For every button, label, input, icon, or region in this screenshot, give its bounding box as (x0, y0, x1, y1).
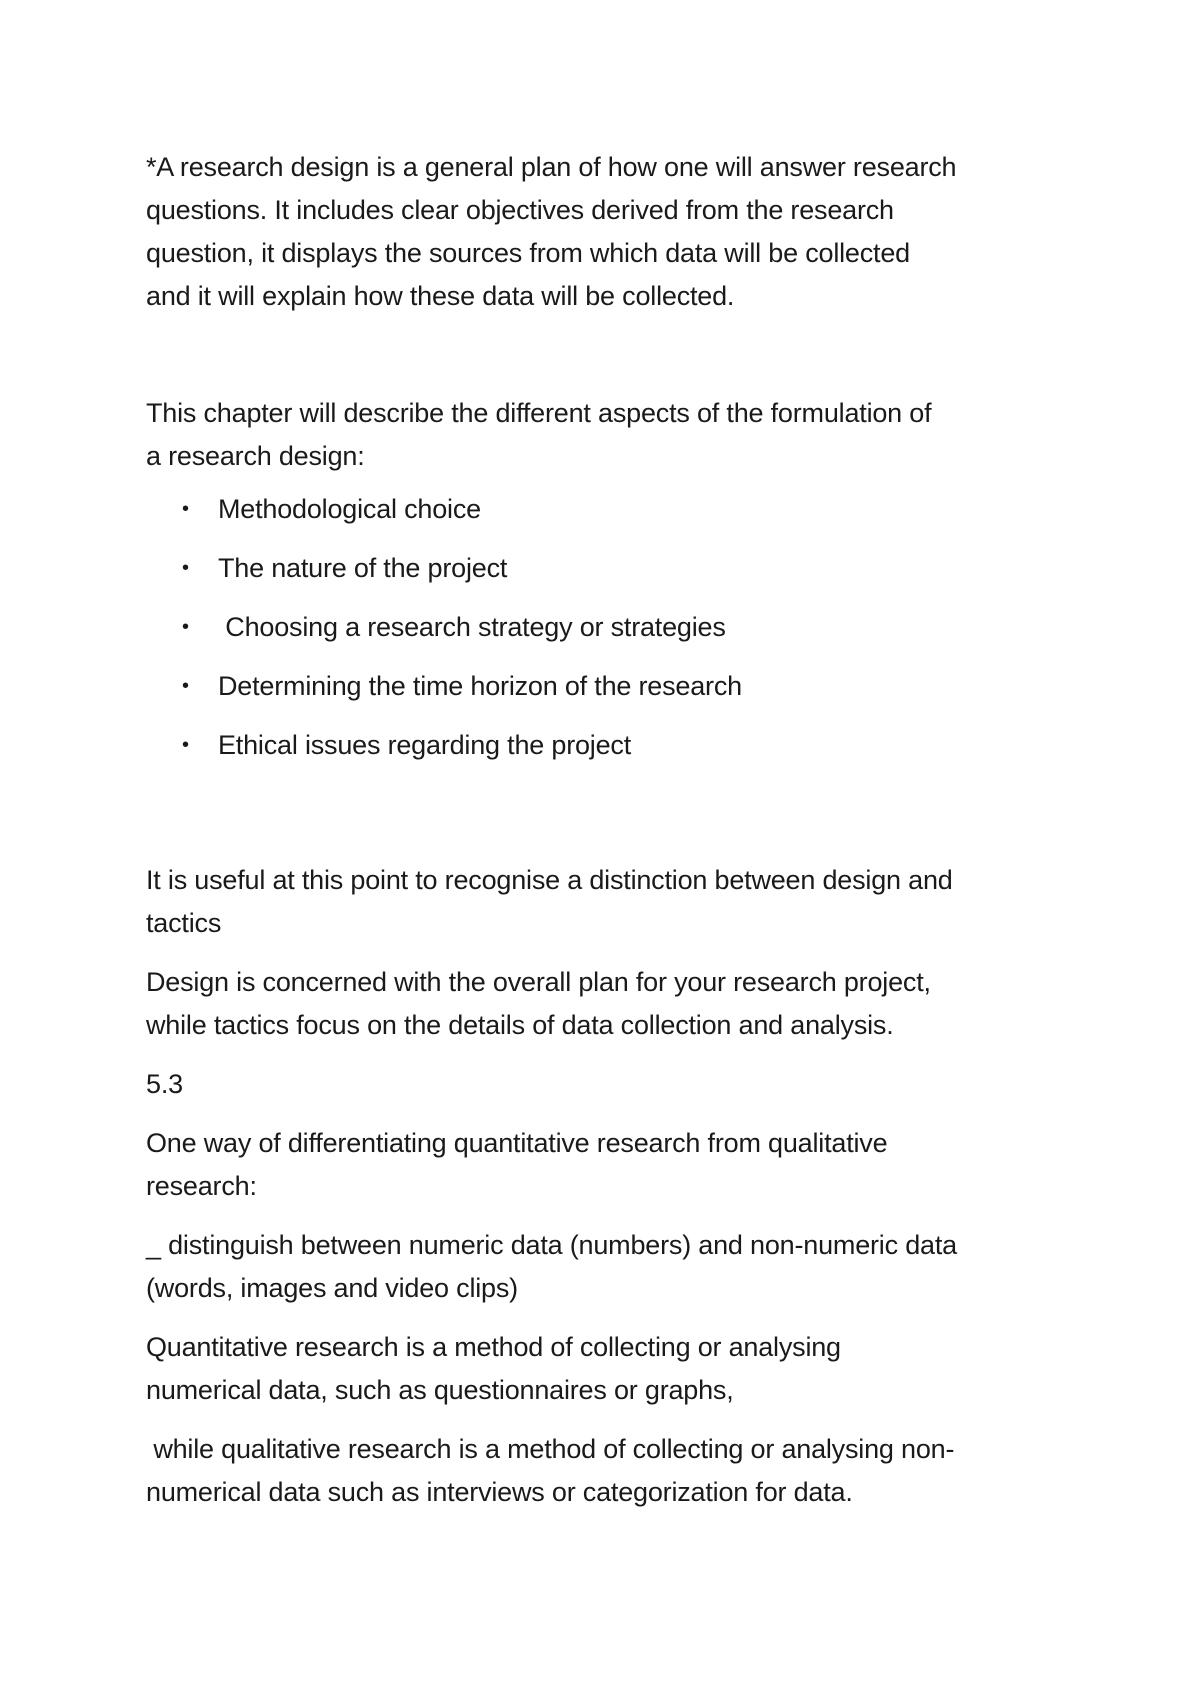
design-vs-tactics-paragraph: Design is concerned with the overall plan for your research project, while tactics focus on the details of data collection and analysis. (146, 967, 931, 1040)
qualitative-paragraph: while qualitative research is a method of collecting or analysing non- numerical data such as interviews or categorization for data. (146, 1434, 955, 1507)
list-item-text: Choosing a research strategy or strategies (218, 612, 726, 642)
list-item-text: Determining the time horizon of the research (218, 671, 742, 701)
list-item (146, 547, 1076, 606)
bullet-icon: • (182, 616, 189, 638)
differentiating-paragraph: One way of differentiating quantitative research from qualitative research: (146, 1128, 888, 1201)
bullet-icon: • (182, 675, 189, 697)
list-item-text: The nature of the project (218, 553, 508, 583)
list-item (146, 606, 1076, 665)
list-item (146, 665, 1076, 724)
bullet-icon: • (182, 734, 189, 756)
distinguish-paragraph: _ distinguish between numeric data (numbers) and non-numeric data (words, images and video clips) (146, 1230, 957, 1303)
list-item-text: Methodological choice (218, 494, 481, 524)
list-item-text: Ethical issues regarding the project (218, 730, 632, 760)
document-body (146, 146, 1076, 1514)
quantitative-paragraph: Quantitative research is a method of collecting or analysing numerical data, such as questionnaires or graphs, (146, 1332, 841, 1405)
bullet-icon: • (182, 557, 189, 579)
section-number: 5.3 (146, 1069, 183, 1099)
list-item (146, 724, 1076, 783)
aspects-intro-paragraph: This chapter will describe the different aspects of the formulation of a research design: (146, 398, 932, 471)
aspects-list (146, 488, 1076, 783)
distinction-paragraph: It is useful at this point to recognise a distinction between design and tactics (146, 865, 953, 938)
list-item (146, 488, 1076, 547)
intro-paragraph: *A research design is a general plan of how one will answer research questions. It includes clear objectives derived from the research question, it displays the sources from which data will be collected and it will explain how these data will be collected. (146, 152, 957, 311)
bullet-icon: • (182, 498, 189, 520)
